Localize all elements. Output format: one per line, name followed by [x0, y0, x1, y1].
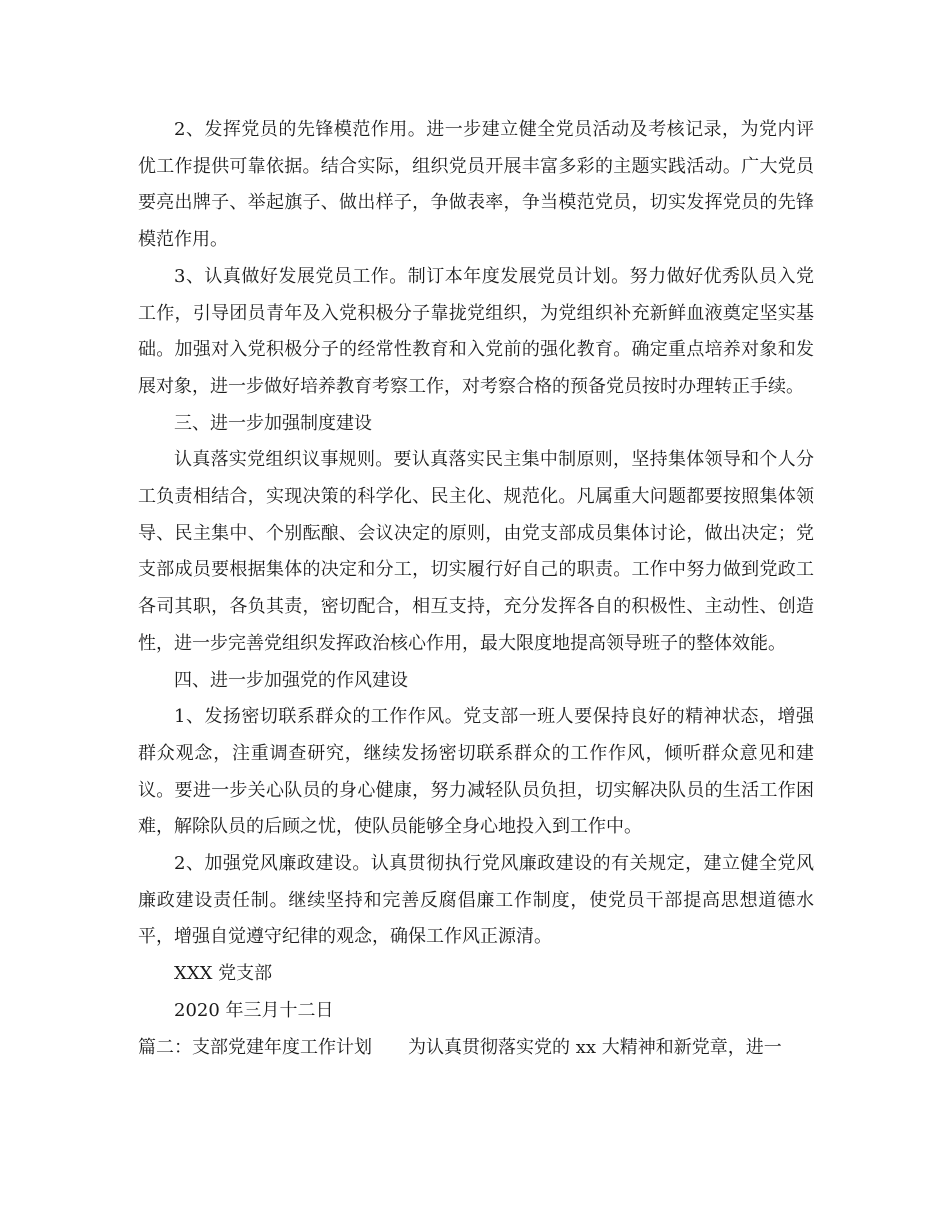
paragraph-integrity: 2、加强党风廉政建设。认真贯彻执行党风廉政建设的有关规定，建立健全党风廉政建设责任制。继续坚持和完善反腐倡廉工作制度，使党员干部提高思想道德水平，增强自觉遵守纪律的观念，确保工作风正源清。: [138, 853, 814, 948]
next-section-line: [138, 1030, 814, 1067]
heading-work-style: 四、进一步加强党的作风建设: [174, 669, 408, 691]
next-section-title: 篇二：支部党建年度工作计划: [138, 1036, 372, 1058]
paragraph-vanguard-role: 2、发挥党员的先锋模范作用。进一步建立健全党员活动及考核记录，为党内评优工作提供可靠依据。结合实际，组织党员开展丰富多彩的主题实践活动。广大党员要亮出牌子、举起旗子、做出样子，争做表率，争当模范党员，切实发挥党员的先锋模范作用。: [138, 119, 814, 251]
heading-system-building: 三、进一步加强制度建设: [174, 412, 372, 434]
signature-branch: XXX 党支部: [174, 963, 273, 985]
signature-date: 2020 年三月十二日: [174, 999, 334, 1021]
paragraph-member-development: 3、认真做好发展党员工作。制订本年度发展党员计划。努力做好优秀队员入党工作，引导团员青年及入党积极分子靠拢党组织，为党组织补充新鲜血液奠定坚实基础。加强对入党积极分子的经常性教育和入党前的强化教育。确定重点培养对象和发展对象，进一步做好培养教育考察工作，对考察合格的预备党员按时办理转正手续。: [138, 265, 814, 397]
next-section-text: 为认真贯彻落实党的 xx 大精神和新党章，进一: [408, 1036, 782, 1058]
paragraph-deliberation-rules: 认真落实党组织议事规则。要认真落实民主集中制原则，坚持集体领导和个人分工负责相结合，实现决策的科学化、民主化、规范化。凡属重大问题都要按照集体领导、民主集中、个别酝酿、会议决定的原则，由党支部成员集体讨论，做出决定；党支部成员要根据集体的决定和分工，切实履行好自己的职责。工作中努力做到党政工各司其职，各负其责，密切配合，相互支持，充分发挥各自的积极性、主动性、创造性，进一步完善党组织发挥政治核心作用，最大限度地提高领导班子的整体效能。: [138, 449, 814, 654]
document-page: [138, 112, 814, 1066]
paragraph-mass-line: 1、发扬密切联系群众的工作作风。党支部一班人要保持良好的精神状态，增强群众观念，注重调查研究，继续发扬密切联系群众的工作作风，倾听群众意见和建议。要进一步关心队员的身心健康，努力减轻队员负担，切实解决队员的生活工作困难，解除队员的后顾之忧，使队员能够全身心地投入到工作中。: [138, 706, 814, 838]
